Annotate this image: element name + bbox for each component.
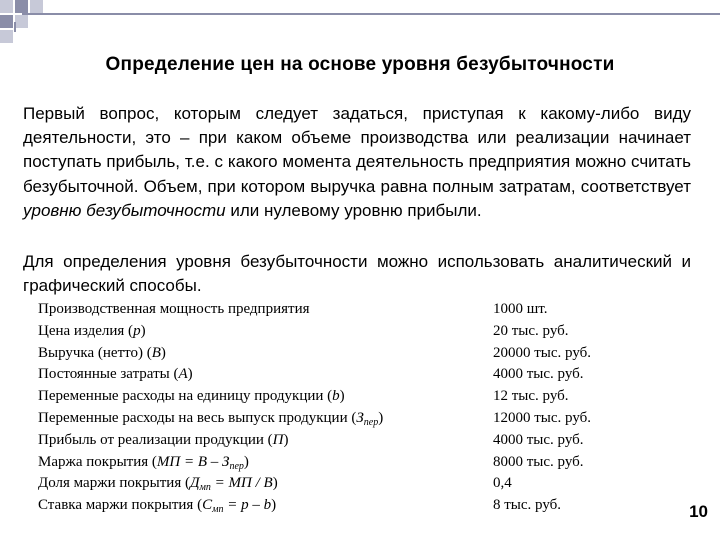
data-table xyxy=(38,299,678,517)
row-label xyxy=(38,299,310,321)
decor-square xyxy=(0,30,13,43)
table-row xyxy=(38,299,678,321)
row-label xyxy=(38,473,278,495)
row-label-part: p xyxy=(133,322,141,339)
row-label-part: ) xyxy=(378,409,384,426)
decor-square xyxy=(30,0,43,13)
table-row xyxy=(38,495,678,517)
row-label-part: = МП / В xyxy=(210,475,273,492)
intro-text-a: Первый вопрос, которым следует задаться, приступая к какому-либо виду деятельности, это – при каком объеме производства или реализации начинает поступать прибыль, т.е. с какого момента деятельность предприятия можно считать безубыточной. Объем, при котором выручка равна полным затратам, соответствует xyxy=(23,104,691,196)
table-row xyxy=(38,430,678,452)
slide-title: Определение цен на основе уровня безубыточности xyxy=(105,54,615,75)
row-label-part: пер xyxy=(363,416,379,428)
intro-paragraph xyxy=(23,102,691,223)
row-label-part: Производственная мощность предприятия xyxy=(38,301,310,317)
row-label-part: Прибыль от реализации продукции ( xyxy=(38,431,273,448)
method-paragraph: Для определения уровня безубыточности можно использовать аналитический и графический способы. xyxy=(23,252,691,296)
row-label xyxy=(38,343,166,365)
row-label-part: ) xyxy=(243,453,249,470)
row-label xyxy=(38,386,345,408)
row-value: 8 тыс. руб. xyxy=(493,497,562,514)
table-row xyxy=(38,452,678,474)
table-row xyxy=(38,386,678,408)
row-label-part: П xyxy=(272,431,284,448)
decor-square xyxy=(15,0,28,13)
row-label-part: ) xyxy=(160,344,166,361)
row-label-part: ) xyxy=(339,388,345,405)
row-label-part: ) xyxy=(271,497,277,514)
row-label-part: А xyxy=(178,366,188,383)
row-value: 0,4 xyxy=(493,475,512,492)
decor-square xyxy=(15,15,28,28)
row-label xyxy=(38,495,276,517)
row-label-part: МП = В – З xyxy=(156,453,230,470)
header-rule-vertical xyxy=(14,22,16,32)
row-label xyxy=(38,408,383,430)
row-label xyxy=(38,364,193,386)
row-label-part: Постоянные затраты ( xyxy=(38,366,179,383)
row-label-part: ) xyxy=(283,431,289,448)
row-label-part: С xyxy=(202,497,213,514)
decor-square xyxy=(0,0,13,13)
row-value: 1000 шт. xyxy=(493,301,548,317)
row-label-part: b xyxy=(332,388,340,405)
row-label-part: = р – b xyxy=(223,497,272,514)
row-value: 8000 тыс. руб. xyxy=(493,453,584,470)
row-label-part: Д xyxy=(189,475,200,492)
table-row xyxy=(38,473,678,495)
row-label-part: В xyxy=(151,344,161,361)
row-label-part: ) xyxy=(140,322,146,339)
intro-text-b: или нулевому уровню прибыли. xyxy=(225,200,482,220)
row-label-part: мп xyxy=(199,482,211,494)
row-label-part: З xyxy=(356,409,364,426)
decor-square xyxy=(0,15,13,28)
row-value: 4000 тыс. руб. xyxy=(493,366,584,383)
table-row xyxy=(38,364,678,386)
table-row xyxy=(38,343,678,365)
row-value: 20 тыс. руб. xyxy=(493,322,569,339)
table-row xyxy=(38,408,678,430)
row-label-part: Переменные расходы на единицу продукции ( xyxy=(38,388,333,405)
row-label xyxy=(38,452,249,474)
page-number: 10 xyxy=(689,502,708,521)
row-label-part: мп xyxy=(212,504,224,516)
decorative-squares xyxy=(0,0,60,40)
row-value: 4000 тыс. руб. xyxy=(493,431,584,448)
row-label-part: ) xyxy=(187,366,193,383)
row-value: 12 тыс. руб. xyxy=(493,388,569,405)
table-row xyxy=(38,321,678,343)
row-label xyxy=(38,321,146,343)
row-label-part: Ставка маржи покрытия ( xyxy=(38,497,203,514)
row-label-part: Переменные расходы на весь выпуск продукции ( xyxy=(38,409,357,426)
row-label-part: Цена изделия ( xyxy=(38,322,134,339)
row-label-part: Выручка (нетто) ( xyxy=(38,344,152,361)
row-value: 20000 тыс. руб. xyxy=(493,344,592,361)
intro-text-italic: уровню безубыточности xyxy=(23,200,226,220)
header-rule xyxy=(22,13,720,15)
row-label-part: пер xyxy=(229,460,244,472)
row-label xyxy=(38,430,289,452)
row-label-part: Маржа покрытия ( xyxy=(38,453,157,470)
row-label-part: ) xyxy=(272,475,278,492)
row-label-part: Доля маржи покрытия ( xyxy=(38,475,190,492)
row-value: 12000 тыс. руб. xyxy=(493,409,592,426)
